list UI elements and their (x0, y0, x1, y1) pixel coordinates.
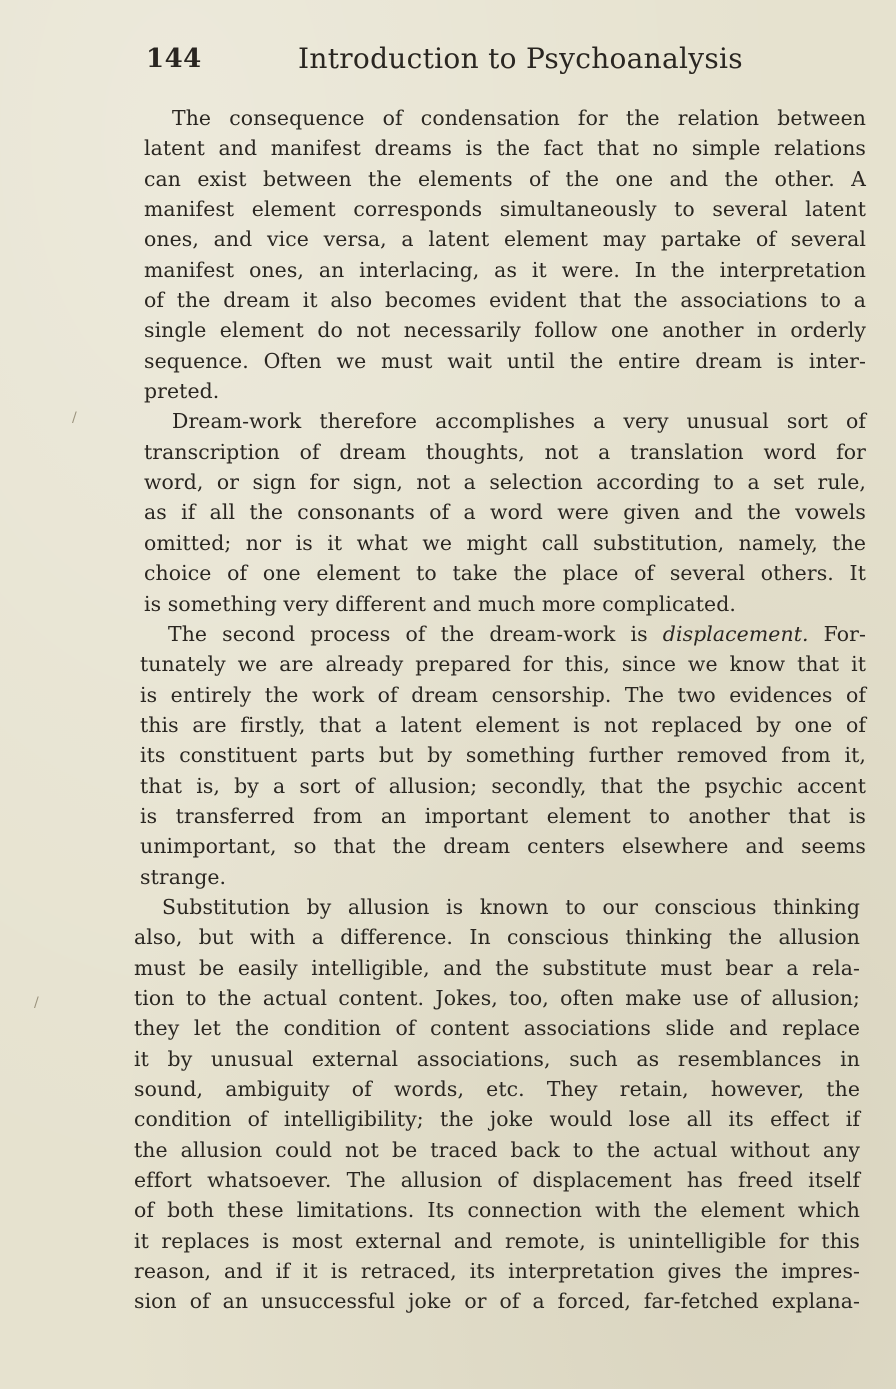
paragraph-3 (140, 619, 866, 892)
text-line: the allusion could not be traced back to the actual without any (134, 1137, 860, 1162)
text-line: can exist between the elements of the one and the other. A (144, 166, 866, 191)
text-line: transcription of dream thoughts, not a translation word for (144, 439, 866, 464)
text-line: latent and manifest dreams is the fact that no simple relations (144, 136, 866, 161)
text-line (140, 619, 866, 649)
text-line: ones, and vice versa, a latent element may partake of several (144, 227, 866, 252)
text-line: they let the condition of content associations slide and replace (134, 1016, 860, 1041)
text-line: condition of intelligibility; the joke would lose all its effect if (134, 1107, 860, 1132)
text-line: must be easily intelligible, and the substitute must bear a rela- (134, 955, 860, 980)
text-line: it by unusual external associations, such as resemblances in (134, 1046, 860, 1071)
text-line: also, but with a difference. In conscious thinking the allusion (134, 925, 860, 950)
text-line: word, or sign for sign, not a selection according to a set rule, (144, 470, 866, 495)
paragraph-1 (144, 103, 866, 406)
text-line: of the dream it also becomes evident that the associations to a (144, 288, 866, 313)
text-line: manifest ones, an interlacing, as it were. In the interpretation (144, 257, 866, 282)
text-line: as if all the consonants of a word were given and the vowels (144, 500, 866, 525)
text-line: single element do not necessarily follow one another in orderly (144, 318, 866, 343)
text-segment: The second process of the dream-work is (168, 621, 663, 646)
text-line: effort whatsoever. The allusion of displacement has freed itself (134, 1168, 860, 1193)
page-header (146, 38, 866, 88)
margin-pencil-mark: / (34, 995, 39, 1011)
text-line: that is, by a sort of allusion; secondly, that the psychic accent (140, 773, 866, 798)
text-line: this are firstly, that a latent element is not replaced by one of (140, 712, 866, 737)
text-line: sound, ambiguity of words, etc. They retain, however, the (134, 1077, 860, 1101)
text-line: is entirely the work of dream censorship. The two evidences of (140, 682, 866, 707)
text-line: its constituent parts but by something further removed from it, (140, 743, 866, 768)
text-line: unimportant, so that the dream centers elsewhere and seems (140, 834, 866, 859)
body-text (134, 103, 866, 1317)
text-line: reason, and if it is retraced, its interpretation gives the impres- (134, 1259, 860, 1284)
text-line: preted. (144, 379, 220, 404)
text-line: sion of an unsuccessful joke or of a forced, far-fetched explana- (134, 1289, 860, 1314)
page-number: 144 (146, 44, 202, 74)
paragraph-2 (144, 406, 866, 618)
text-segment: For- (808, 621, 866, 646)
text-line: Dream-work therefore accomplishes a very unusual sort of (172, 409, 866, 434)
text-line: it replaces is most external and remote, is unintelligible for this (134, 1228, 860, 1253)
text-line: Substitution by allusion is known to our conscious thinking (162, 894, 860, 919)
margin-pencil-mark: / (72, 410, 77, 426)
text-line: of both these limitations. Its connection with the element which (134, 1198, 860, 1223)
text-line: sequence. Often we must wait until the entire dream is inter- (144, 348, 866, 373)
italic-term: displacement. (662, 621, 809, 646)
text-line: is something very different and much more complicated. (144, 591, 736, 616)
running-title: Introduction to Psychoanalysis (298, 42, 743, 75)
text-line: strange. (140, 864, 227, 889)
text-line: is transferred from an important element to another that is (140, 803, 866, 828)
text-line: choice of one element to take the place of several others. It (144, 561, 866, 586)
text-line: tunately we are already prepared for this, since we know that it (140, 652, 866, 677)
text-line: omitted; nor is it what we might call substitution, namely, the (144, 530, 866, 555)
text-line: manifest element corresponds simultaneously to several latent (144, 197, 866, 222)
paragraph-4 (134, 892, 860, 1317)
text-line: tion to the actual content. Jokes, too, often make use of allusion; (134, 985, 860, 1010)
text-line: The consequence of condensation for the relation between (172, 106, 866, 130)
